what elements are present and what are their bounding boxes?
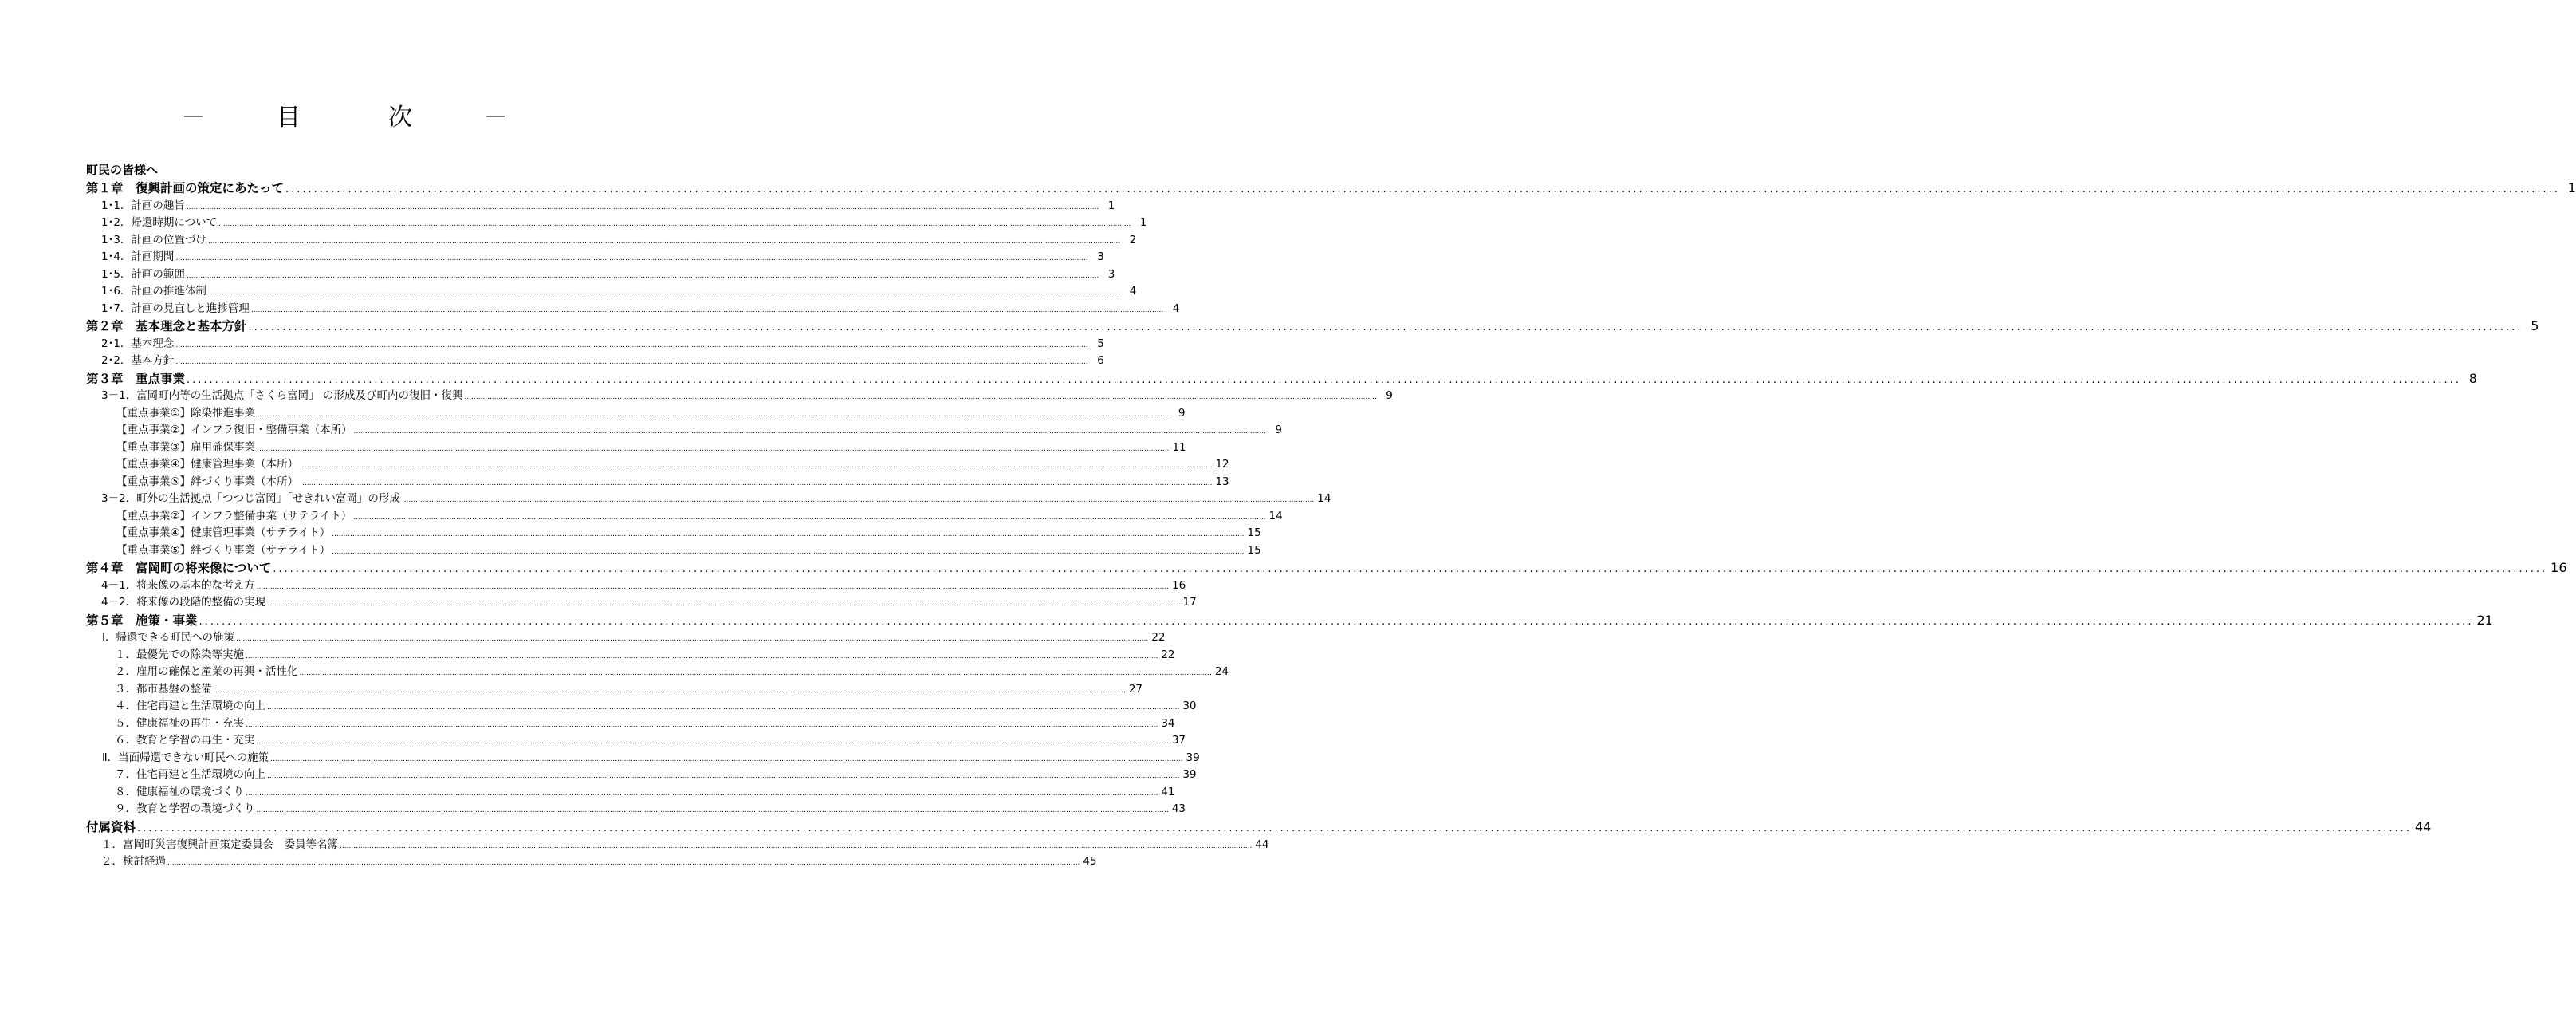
toc-entries xyxy=(86,179,2576,871)
toc-entry-label: 1･3．計画の位置づけ xyxy=(101,233,206,246)
toc-section-row[interactable] xyxy=(86,508,1283,526)
toc-section-row[interactable] xyxy=(86,336,1104,353)
toc-section-row[interactable] xyxy=(86,578,1186,595)
toc-leader-dots: ................................................................................................................................................................................................................................................................................................................................................................................................................ xyxy=(300,479,1213,487)
toc-entry-label: 【重点事業①】除染推進事業 xyxy=(116,406,256,420)
toc-section-row[interactable] xyxy=(86,767,1197,784)
toc-entry-label: 4－2．将来像の段階的整備の実現 xyxy=(101,596,266,609)
toc-section-row[interactable] xyxy=(86,422,1282,440)
toc-section-row[interactable] xyxy=(86,837,1269,854)
toc-page-number: 30 xyxy=(1182,700,1197,713)
toc-entry-label: ５．健康福祉の再生・充実 xyxy=(115,716,244,730)
toc-entry-label: 第２章 基本理念と基本方針 xyxy=(86,319,247,334)
toc-chapter-row[interactable] xyxy=(86,559,2567,578)
toc-leader-dots: ................................................................................................................................................................................................................................................................................................................................................................................................................ xyxy=(273,563,2548,576)
toc-entry-label: ７．住宅再建と生活環境の向上 xyxy=(115,768,265,782)
toc-page-number: 1 xyxy=(2567,180,2576,195)
toc-page-number: 39 xyxy=(1186,751,1200,764)
toc-section-row[interactable] xyxy=(86,698,1197,715)
toc-section-row[interactable] xyxy=(86,249,1104,266)
toc-section-row[interactable] xyxy=(86,664,1229,681)
toc-leader-dots: ................................................................................................................................................................................................................................................................................................................................................................................................................ xyxy=(285,183,2560,195)
toc-leader-dots: ................................................................................................................................................................................................................................................................................................................................................................................................................ xyxy=(257,410,1170,419)
toc-page-number: 34 xyxy=(1161,716,1175,730)
toc-page-number: 8 xyxy=(2468,370,2477,386)
toc-page-number: 3 xyxy=(1107,267,1115,281)
toc-leader-dots: ................................................................................................................................................................................................................................................................................................................................................................................................................ xyxy=(175,341,1088,349)
toc-entry-label: 1･1．計画の趣旨 xyxy=(101,199,185,212)
toc-page-number: 15 xyxy=(1247,526,1261,540)
toc-page-number: 3 xyxy=(1097,250,1104,264)
toc-leader-dots: ................................................................................................................................................................................................................................................................................................................................................................................................................ xyxy=(187,373,2461,386)
toc-page-number: 14 xyxy=(1268,509,1283,522)
toc-entry-label: 【重点事業④】健康管理事業（本所） xyxy=(116,458,299,471)
toc-page-number: 1 xyxy=(1107,199,1115,212)
toc-entry-label: 第１章 復興計画の策定にあたって xyxy=(86,181,285,195)
toc-entry-label: ８．健康福祉の環境づくり xyxy=(115,785,244,798)
toc-section-row[interactable] xyxy=(86,732,1186,750)
toc-section-row[interactable] xyxy=(86,474,1229,491)
toc-leader-dots: ................................................................................................................................................................................................................................................................................................................................................................................................................ xyxy=(235,635,1149,644)
toc-page-number: 9 xyxy=(1178,406,1186,420)
toc-entry-label: Ⅰ．帰還できる町民への施策 xyxy=(102,631,234,645)
toc-page-number: 39 xyxy=(1182,768,1197,782)
toc-chapter-row[interactable] xyxy=(86,818,2432,837)
toc-page-number: 5 xyxy=(2531,318,2539,334)
toc-entry-label: 【重点事業⑤】絆づくり事業（サテライト） xyxy=(116,543,331,557)
toc-leader-dots: ................................................................................................................................................................................................................................................................................................................................................................................................................ xyxy=(267,772,1180,781)
toc-section-row[interactable] xyxy=(86,784,1175,802)
toc-leader-dots: ................................................................................................................................................................................................................................................................................................................................................................................................................ xyxy=(353,513,1266,522)
toc-entry-label: 2･2．基本方針 xyxy=(101,354,175,368)
toc-leader-dots: ................................................................................................................................................................................................................................................................................................................................................................................................................ xyxy=(401,496,1315,505)
toc-leader-dots: ................................................................................................................................................................................................................................................................................................................................................................................................................ xyxy=(199,615,2474,628)
toc-leader-dots: ................................................................................................................................................................................................................................................................................................................................................................................................................ xyxy=(175,358,1088,367)
toc-section-row[interactable] xyxy=(86,491,1331,508)
toc-page-number: 37 xyxy=(1171,734,1186,747)
toc-page-number: 4 xyxy=(1129,285,1137,298)
toc-page-number: 1 xyxy=(1139,216,1147,230)
toc-page-number: 21 xyxy=(2476,612,2493,628)
toc-entry-label: ３．都市基盤の整備 xyxy=(115,682,212,696)
toc-leader-dots: ................................................................................................................................................................................................................................................................................................................................................................................................................ xyxy=(186,203,1099,211)
toc-section-row[interactable] xyxy=(86,301,1180,318)
toc-entry-label: 【重点事業②】インフラ整備事業（サテライト） xyxy=(116,509,352,522)
toc-page-number: 16 xyxy=(2550,560,2567,576)
toc-leader-dots: ................................................................................................................................................................................................................................................................................................................................................................................................................ xyxy=(256,806,1169,815)
toc-page-number: 5 xyxy=(1097,337,1104,350)
toc-leader-dots: ................................................................................................................................................................................................................................................................................................................................................................................................................ xyxy=(257,444,1170,453)
toc-section-row[interactable] xyxy=(86,198,1115,215)
table-of-contents xyxy=(86,160,2576,871)
toc-entry-label: １．最優先での除染等実施 xyxy=(115,648,244,661)
toc-entry-label: 第４章 富岡町の将来像について xyxy=(86,561,272,576)
toc-page-number: 12 xyxy=(1215,458,1229,471)
toc-leader-dots: ................................................................................................................................................................................................................................................................................................................................................................................................................ xyxy=(246,652,1158,660)
toc-page-number: 44 xyxy=(2414,818,2432,834)
toc-entry-label: 第３章 重点事業 xyxy=(86,371,186,386)
toc-leader-dots: ................................................................................................................................................................................................................................................................................................................................................................................................................ xyxy=(207,289,1121,298)
toc-leader-dots: ................................................................................................................................................................................................................................................................................................................................................................................................................ xyxy=(246,720,1158,729)
toc-leader-dots: ................................................................................................................................................................................................................................................................................................................................................................................................................ xyxy=(270,755,1183,763)
toc-entry-label: 3－2．町外の生活拠点「つつじ富岡」「せきれい富岡」の形成 xyxy=(101,492,400,506)
toc-leader-dots: ................................................................................................................................................................................................................................................................................................................................................................................................................ xyxy=(267,600,1180,609)
toc-entry-label: ２．雇用の確保と産業の再興・活性化 xyxy=(115,665,298,679)
toc-section-row[interactable] xyxy=(86,801,1186,818)
toc-leader-dots: ................................................................................................................................................................................................................................................................................................................................................................................................................ xyxy=(353,428,1266,436)
toc-page-number: 44 xyxy=(1255,838,1269,851)
toc-section-row[interactable] xyxy=(86,405,1186,423)
toc-leader-dots: ................................................................................................................................................................................................................................................................................................................................................................................................................ xyxy=(332,547,1245,556)
toc-section-row[interactable] xyxy=(86,232,1137,250)
toc-leader-dots: ................................................................................................................................................................................................................................................................................................................................................................................................................ xyxy=(340,842,1253,850)
toc-entry-label: 4－1．将来像の基本的な考え方 xyxy=(101,578,255,592)
toc-section-row[interactable] xyxy=(86,681,1143,699)
toc-chapter-row[interactable] xyxy=(86,317,2539,336)
toc-chapter-row[interactable] xyxy=(86,179,2576,198)
toc-page-number: 17 xyxy=(1182,596,1197,609)
toc-section-row[interactable] xyxy=(86,629,1166,647)
toc-leader-dots: ................................................................................................................................................................................................................................................................................................................................................................................................................ xyxy=(186,271,1099,280)
toc-chapter-row[interactable] xyxy=(86,612,2493,630)
toc-section-row[interactable] xyxy=(86,440,1186,457)
toc-leader-dots: ................................................................................................................................................................................................................................................................................................................................................................................................................ xyxy=(137,822,2412,834)
toc-page-number: 9 xyxy=(1275,424,1282,437)
toc-preface: 町民の皆様へ xyxy=(86,163,159,177)
toc-leader-dots: ................................................................................................................................................................................................................................................................................................................................................................................................................ xyxy=(299,669,1212,678)
toc-entry-label: ４．住宅再建と生活環境の向上 xyxy=(115,700,265,713)
toc-section-row[interactable] xyxy=(86,542,1261,560)
toc-section-row[interactable] xyxy=(86,525,1261,542)
toc-leader-dots: ................................................................................................................................................................................................................................................................................................................................................................................................................ xyxy=(218,220,1131,229)
toc-page-number: 14 xyxy=(1317,492,1331,506)
toc-section-row[interactable] xyxy=(86,283,1137,301)
toc-leader-dots: ................................................................................................................................................................................................................................................................................................................................................................................................................ xyxy=(256,738,1169,747)
toc-entry-label: 【重点事業④】健康管理事業（サテライト） xyxy=(116,526,331,540)
toc-page-number: 6 xyxy=(1097,354,1104,368)
toc-entry-label: 【重点事業②】インフラ復旧・整備事業（本所） xyxy=(116,424,352,437)
toc-page-number: 15 xyxy=(1247,543,1261,557)
toc-leader-dots: ................................................................................................................................................................................................................................................................................................................................................................................................................ xyxy=(207,237,1121,246)
toc-page-number: 22 xyxy=(1151,631,1166,645)
toc-section-row[interactable] xyxy=(86,266,1115,284)
toc-entry-label: Ⅱ．当面帰還できない町民への施策 xyxy=(102,751,269,764)
toc-section-row[interactable] xyxy=(86,456,1229,474)
toc-page-number: 9 xyxy=(1386,389,1393,403)
toc-entry-label: １．富岡町災害復興計画策定委員会 委員等名簿 xyxy=(101,838,338,851)
toc-leader-dots: ................................................................................................................................................................................................................................................................................................................................................................................................................ xyxy=(167,859,1080,868)
toc-entry-label: 付属資料 xyxy=(86,819,136,834)
toc-page-number: 45 xyxy=(1083,855,1097,869)
toc-page-number: 43 xyxy=(1171,802,1186,816)
page-title: － 目 次 － xyxy=(181,104,540,132)
toc-leader-dots: ................................................................................................................................................................................................................................................................................................................................................................................................................ xyxy=(332,530,1245,539)
toc-section-row[interactable] xyxy=(86,750,1200,767)
toc-chapter-row[interactable] xyxy=(86,370,2477,388)
toc-leader-dots: ................................................................................................................................................................................................................................................................................................................................................................................................................ xyxy=(464,393,1377,402)
toc-leader-dots: ................................................................................................................................................................................................................................................................................................................................................................................................................ xyxy=(246,789,1158,798)
toc-page-number: 16 xyxy=(1172,578,1186,592)
toc-section-row[interactable] xyxy=(86,353,1104,370)
toc-page-number: 13 xyxy=(1215,475,1229,488)
toc-entry-label: 1･7．計画の見直しと進捗管理 xyxy=(101,302,250,315)
toc-section-row[interactable] xyxy=(86,215,1147,232)
toc-entry-label: 1･5．計画の範囲 xyxy=(101,267,185,281)
toc-entry-label: 第５章 施策・事業 xyxy=(86,613,198,628)
toc-entry-label: 1･2．帰還時期について xyxy=(101,216,218,230)
toc-leader-dots: ................................................................................................................................................................................................................................................................................................................................................................................................................ xyxy=(250,306,1164,314)
toc-section-row[interactable] xyxy=(86,715,1175,733)
toc-entry-label: ６．教育と学習の再生・充実 xyxy=(115,734,255,747)
toc-leader-dots: ................................................................................................................................................................................................................................................................................................................................................................................................................ xyxy=(175,254,1088,263)
toc-page-number: 2 xyxy=(1129,233,1137,246)
toc-section-row[interactable] xyxy=(86,853,1097,871)
toc-leader-dots: ................................................................................................................................................................................................................................................................................................................................................................................................................ xyxy=(256,582,1170,591)
toc-entry-label: 【重点事業⑤】絆づくり事業（本所） xyxy=(116,475,299,488)
toc-page-number: 24 xyxy=(1214,665,1229,679)
toc-leader-dots: ................................................................................................................................................................................................................................................................................................................................................................................................................ xyxy=(300,462,1213,471)
toc-entry-label: ２．検討経過 xyxy=(101,855,166,869)
toc-page-number: 27 xyxy=(1128,682,1143,696)
toc-entry-label: ９．教育と学習の環境づくり xyxy=(115,802,255,816)
toc-entry-label: 3－1．富岡町内等の生活拠点「さくら富岡」 の形成及び町内の復旧・復興 xyxy=(101,389,463,403)
toc-page-number: 41 xyxy=(1161,785,1175,798)
toc-page-number: 11 xyxy=(1172,440,1186,454)
toc-leader-dots: ................................................................................................................................................................................................................................................................................................................................................................................................................ xyxy=(213,686,1126,695)
toc-entry-label: 2･1．基本理念 xyxy=(101,337,175,350)
toc-entry-label: 1･4．計画期間 xyxy=(101,250,175,264)
toc-section-row[interactable] xyxy=(86,388,1393,405)
toc-section-row[interactable] xyxy=(86,647,1175,664)
toc-section-row[interactable] xyxy=(86,594,1197,612)
toc-page-number: 4 xyxy=(1172,302,1180,315)
toc-leader-dots: ................................................................................................................................................................................................................................................................................................................................................................................................................ xyxy=(248,321,2523,334)
toc-leader-dots: ................................................................................................................................................................................................................................................................................................................................................................................................................ xyxy=(267,704,1180,712)
toc-entry-label: 【重点事業③】雇用確保事業 xyxy=(116,440,256,454)
toc-entry-label: 1･6．計画の推進体制 xyxy=(101,285,206,298)
toc-page-number: 22 xyxy=(1161,648,1175,661)
